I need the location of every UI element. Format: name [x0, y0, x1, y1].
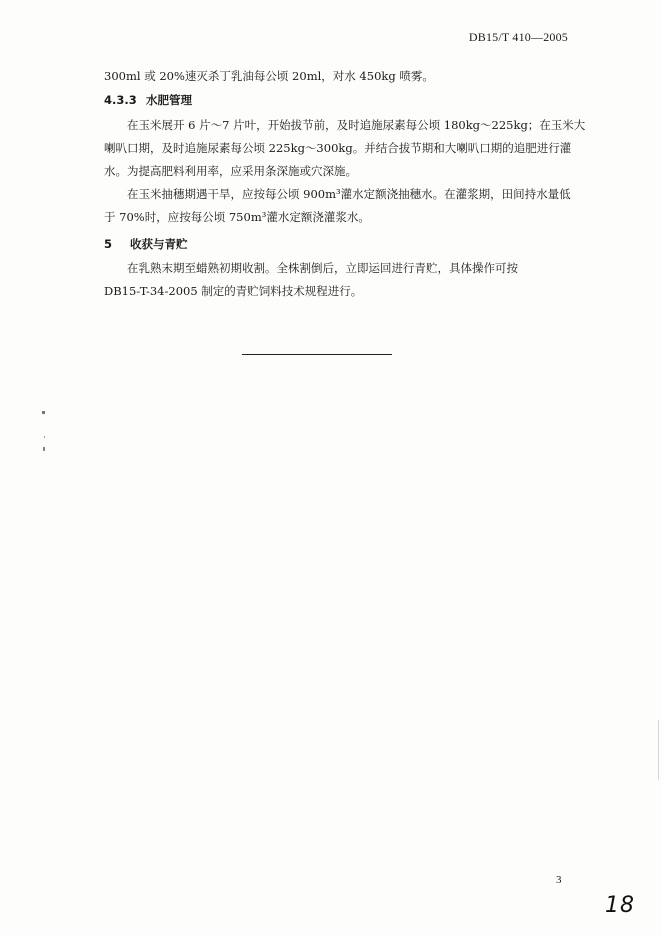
paragraph-line: DB15-T-34-2005 制定的青贮饲料技术规程进行。	[104, 284, 363, 298]
scan-edge-mark	[658, 720, 659, 780]
page-number: 3	[556, 874, 562, 886]
standard-code-header: DB15/T 410—2005	[468, 30, 568, 44]
end-divider-rule	[242, 354, 392, 355]
paragraph-line: 于 70%时，应按每公顷 750m³灌水定额浇灌浆水。	[104, 210, 370, 224]
paragraph-line: 喇叭口期，及时追施尿素每公顷 225kg～300kg。并结合拔节期和大喇叭口期的追肥进行灌	[104, 141, 572, 155]
paragraph-line: 在玉米展开 6 片～7 片叶，开始拔节前，及时追施尿素每公顷 180kg～225kg；在玉米大	[127, 118, 586, 132]
section-title: 收获与青贮	[130, 237, 188, 251]
handwritten-page-mark: 18	[605, 893, 635, 918]
section-number: 4.3.3	[104, 93, 137, 107]
paragraph-line: 水。为提高肥料利用率，应采用条深施或穴深施。	[104, 164, 357, 178]
section-number: 5	[104, 237, 113, 251]
section-heading-5	[104, 236, 566, 252]
section-heading-4-3-3	[104, 92, 566, 108]
paragraph-line: 在乳熟末期至蜡熟初期收割。全株割倒后，立即运回进行青贮，具体操作可按	[127, 261, 518, 275]
scan-speck	[42, 411, 45, 414]
section-title: 水肥管理	[146, 93, 192, 107]
scan-speck	[44, 436, 45, 438]
paragraph-line: 在玉米抽穗期遇干旱，应按每公顷 900m³灌水定额浇抽穗水。在灌浆期，田间持水量低	[127, 187, 571, 201]
paragraph-line: 300ml 或 20%速灭杀丁乳油每公顷 20ml，对水 450kg 喷雾。	[104, 69, 434, 83]
scan-speck	[43, 447, 45, 451]
